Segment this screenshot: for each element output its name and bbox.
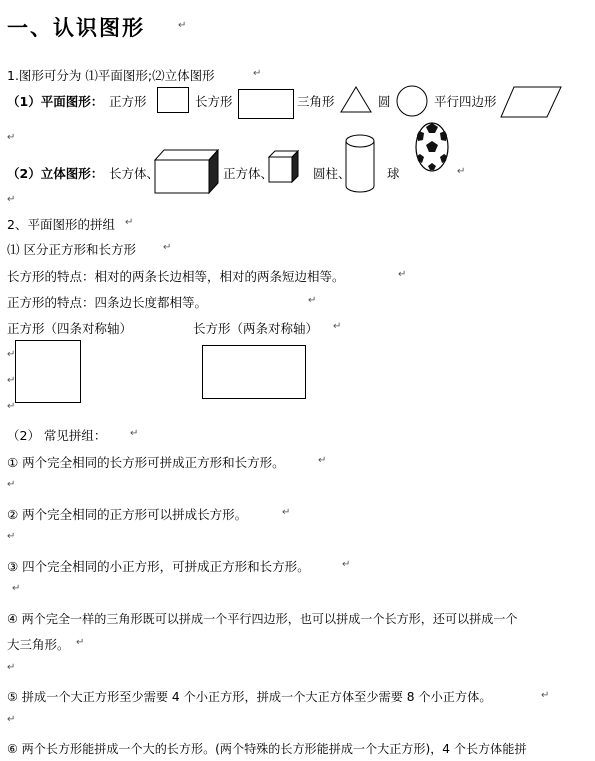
paragraph-mark: ↵ (7, 714, 16, 725)
list-item: ⑥ 两个长方形能拼成一个大的长方形。(两个特殊的长方形能拼成一个大正方形)，4 个长方体能拼 (7, 742, 527, 756)
cuboid-label: 长方体、 (109, 166, 160, 181)
paragraph-mark: ↵ (457, 166, 466, 177)
paragraph-mark: ↵ (541, 690, 550, 701)
triangle-shape (340, 86, 372, 113)
paragraph-mark: ↵ (178, 20, 187, 31)
paragraph-mark: ↵ (7, 349, 16, 360)
paragraph-mark: ↵ (76, 637, 85, 648)
soccer-ball-icon (414, 121, 450, 173)
solid-shapes-label: （2）立体图形： (7, 166, 104, 181)
square-label: 正方形 (109, 94, 147, 109)
list-item: ① 两个完全相同的长方形可拼成正方形和长方形。 (7, 455, 285, 470)
paragraph-mark: ↵ (282, 507, 291, 518)
circle-label: 圆 (378, 94, 391, 109)
paragraph-mark: ↵ (308, 295, 317, 306)
plane-shapes-label: （1）平面图形： (7, 94, 104, 109)
subsection1-title: ⑴ 区分正方形和长方形 (7, 242, 136, 257)
paragraph-mark: ↵ (7, 401, 16, 412)
paragraph-mark: ↵ (7, 194, 16, 205)
cylinder-shape (344, 134, 376, 194)
rectangle-diagram (202, 345, 307, 400)
rectangle-axes-caption: 长方形（两条对称轴） (193, 321, 319, 336)
paragraph-mark: ↵ (7, 662, 16, 673)
paragraph-mark: ↵ (125, 217, 134, 228)
paragraph-mark: ↵ (318, 455, 327, 466)
list-item: ④ 两个完全一样的三角形既可以拼成一个平行四边形，也可以拼成一个长方形，还可以拼成一个 (7, 612, 518, 626)
paragraph-mark: ↵ (130, 428, 139, 439)
sphere-label: 球 (387, 166, 400, 181)
section1-intro: 1.图形可分为 ⑴平面图形;⑵立体图形 (7, 68, 215, 83)
section2-title: 2、平面图形的拼组 (7, 217, 115, 232)
paragraph-mark: ↵ (12, 583, 21, 594)
square-feature-text: 正方形的特点：四条边长度都相等。 (7, 295, 208, 310)
list-item: ③ 四个完全相同的小正方形，可拼成正方形和长方形。 (7, 559, 310, 574)
list-item: ② 两个完全相同的正方形可以拼成长方形。 (7, 507, 248, 522)
paragraph-mark: ↵ (342, 559, 351, 570)
square-axes-caption: 正方形（四条对称轴） (7, 321, 133, 336)
subsection2-title: （2） 常见拼组： (7, 428, 107, 443)
list-item: ⑤ 拼成一个大正方形至少需要 4 个小正方形，拼成一个大正方体至少需要 8 个小正方体。 (7, 690, 492, 704)
rectangle-shape (238, 89, 294, 119)
parallelogram-label: 平行四边形 (434, 94, 497, 109)
rectangle-feature-text: 长方形的特点：相对的两条长边相等，相对的两条短边相等。 (7, 269, 345, 284)
paragraph-mark: ↵ (7, 531, 16, 542)
rect-label: 长方形 (195, 94, 233, 109)
cube-shape (268, 150, 300, 184)
paragraph-mark: ↵ (7, 132, 16, 143)
cuboid-shape (154, 149, 220, 195)
square-diagram (15, 340, 82, 404)
page-title: 一、认识图形 (7, 16, 145, 40)
paragraph-mark: ↵ (163, 242, 172, 253)
circle-shape (396, 85, 428, 117)
paragraph-mark: ↵ (7, 479, 16, 490)
paragraph-mark: ↵ (7, 375, 16, 386)
triangle-label: 三角形 (297, 94, 335, 109)
paragraph-mark: ↵ (333, 321, 342, 332)
paragraph-mark: ↵ (253, 68, 262, 79)
cylinder-label: 圆柱、 (313, 166, 351, 181)
list-item-continuation: 大三角形。 (7, 637, 70, 652)
parallelogram-shape (500, 86, 562, 118)
square-shape (157, 87, 189, 113)
paragraph-mark: ↵ (398, 269, 407, 280)
cube-label: 正方体、 (223, 166, 274, 181)
